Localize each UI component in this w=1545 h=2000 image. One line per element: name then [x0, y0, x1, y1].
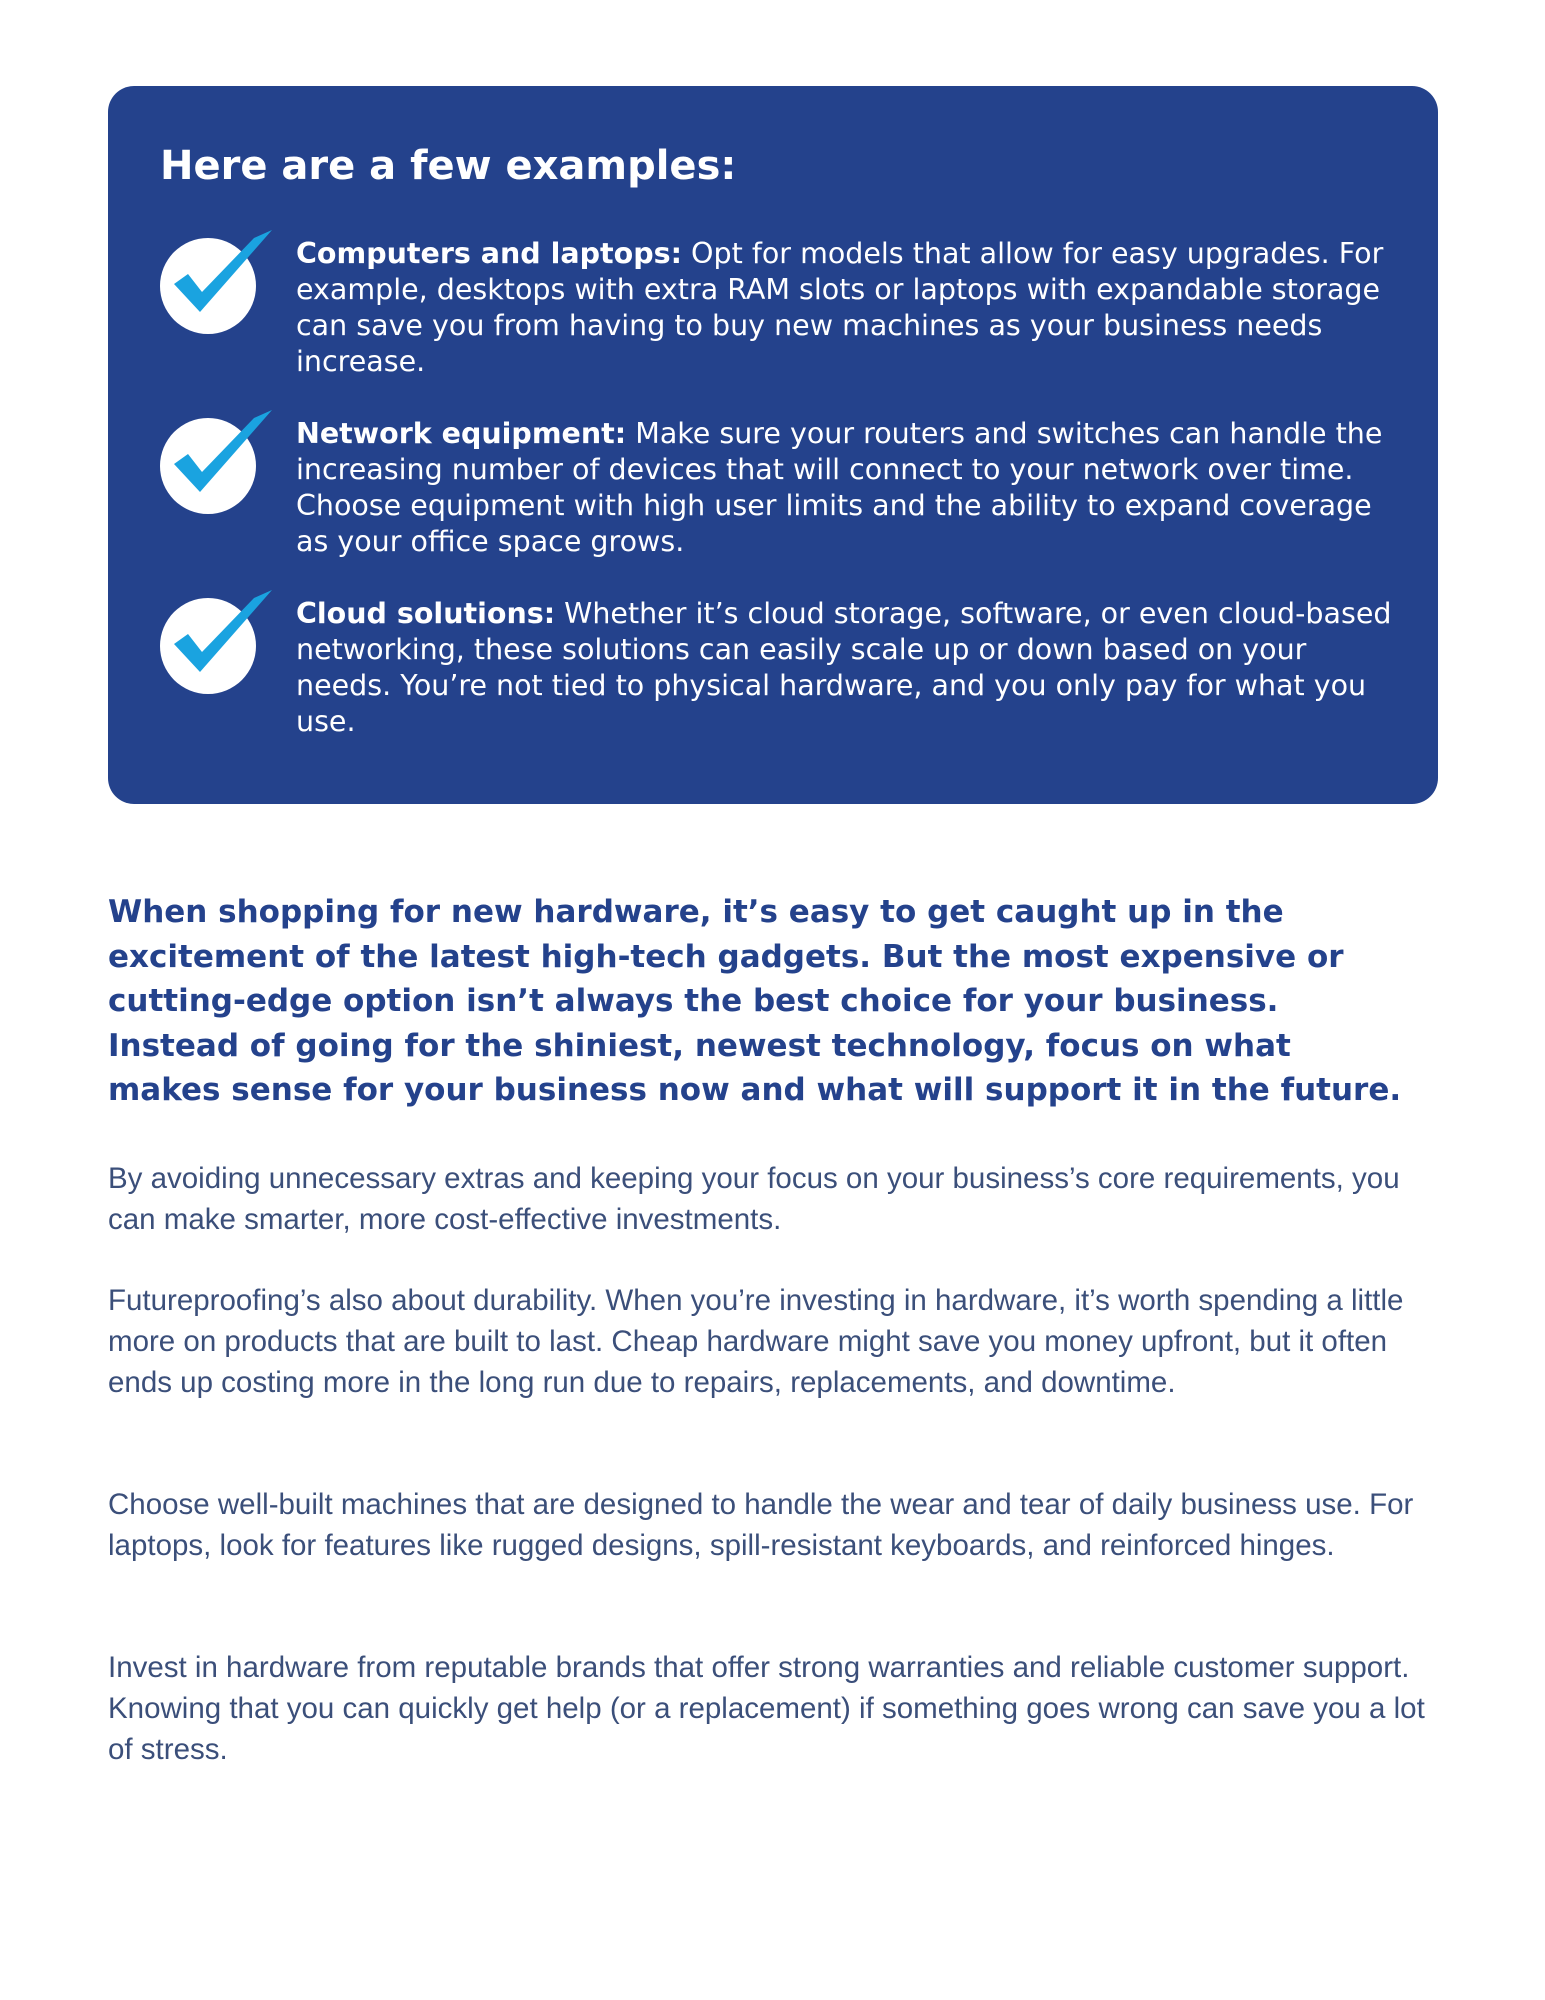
list-item-heading: Cloud solutions:	[296, 597, 556, 630]
lead-paragraph: When shopping for new hardware, it’s easy to get caught up in the excitement of the latest high-tech gadgets. But the most expensive or cutting-edge option isn’t always the best choice for your business. Instead of going for the shiniest, newest technology, focus on what makes sense for your business now and what will support it in the future.	[108, 894, 1402, 1108]
body-paragraph: Futureproofing’s also about durability. When you’re investing in hardware, it’s worth spending a little more on products that are built to last. Cheap hardware might save you money upfront, but it often ends up costing more in the long run due to repairs, replacements, and downtime.	[108, 1284, 1404, 1399]
list-item-heading: Network equipment:	[296, 417, 627, 450]
list-item-heading: Computers and laptops:	[296, 237, 682, 270]
list-item-body: Whether it’s cloud storage, software, or even cloud-based networking, these solutions can easily scale up or down based on your needs. You’re not tied to physical hardware, and you only pay for what you use.	[296, 597, 1392, 738]
list-item	[160, 236, 1398, 416]
list-item-text	[296, 236, 1406, 380]
checkmark-icon	[160, 226, 276, 338]
list-item-text	[296, 416, 1406, 560]
body-paragraph: Choose well-built machines that are designed to handle the wear and tear of daily business use. For laptops, look for features like rugged designs, spill-resistant keyboards, and reinforced hinges.	[108, 1488, 1414, 1562]
list-item-body: Opt for models that allow for easy upgrades. For example, desktops with extra RAM slots or laptops with expandable storage can save you from having to buy new machines as your business needs increase.	[296, 237, 1384, 378]
list-item	[160, 416, 1398, 596]
list-item-body: Make sure your routers and switches can handle the increasing number of devices that will connect to your network over time. Choose equipment with high user limits and the ability to expand coverage as your office space grows.	[296, 417, 1383, 558]
checkmark-icon	[160, 406, 276, 518]
list-item-text	[296, 596, 1406, 740]
checkmark-icon	[160, 586, 276, 698]
examples-list	[160, 236, 1398, 776]
callout-title: Here are a few examples:	[160, 143, 737, 189]
list-item	[160, 596, 1398, 776]
body-paragraph: By avoiding unnecessary extras and keeping your focus on your business’s core requirements, you can make smarter, more cost-effective investments.	[108, 1162, 1400, 1236]
body-paragraph: Invest in hardware from reputable brands that offer strong warranties and reliable customer support. Knowing that you can quickly get help (or a replacement) if something goes wrong can save you a lot of stress.	[108, 1651, 1425, 1766]
examples-callout-box	[108, 86, 1438, 804]
